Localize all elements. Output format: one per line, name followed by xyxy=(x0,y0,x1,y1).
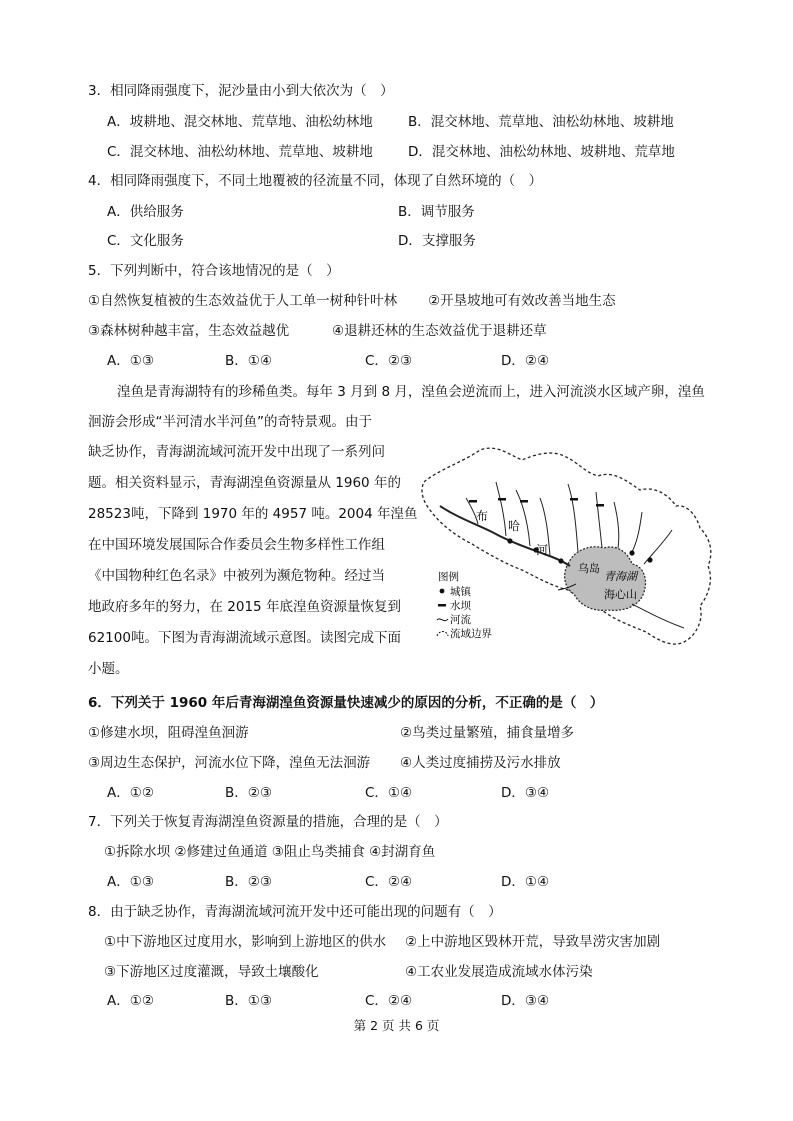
legend-town-symbol xyxy=(440,589,445,594)
dam xyxy=(498,498,506,501)
passage-line-9: 62100吨。下图为青海湖流域示意图。读图完成下面 xyxy=(88,630,401,646)
tributary xyxy=(568,484,578,552)
q6-statement-2: ②鸟类过量繁殖，捕食量增多 xyxy=(400,725,575,741)
qinghai-lake-basin-map xyxy=(418,440,720,652)
river-char-2: 哈 xyxy=(508,519,521,533)
river-char-1: 布 xyxy=(476,509,489,523)
page-footer: 第 2 页 共 6 页 xyxy=(353,1018,440,1033)
legend-dam-symbol xyxy=(438,604,446,607)
q4-stem: 4．相同降雨强度下，不同土地覆被的径流量不同，体现了自然环境的（ ） xyxy=(88,173,543,189)
legend-town: 城镇 xyxy=(450,586,471,598)
passage-line-6: 在中国环境发展国际合作委员会生物多样性工作组 xyxy=(88,537,385,553)
passage-line-3: 缺乏协作，青海湖流域河流开发中出现了一系列问 xyxy=(88,444,385,460)
q3-option-a: A．坡耕地、混交林地、荒草地、油松幼林地 xyxy=(107,114,373,130)
passage-line-1: 湟鱼是青海湖特有的珍稀鱼类。每年 3 月到 8 月，湟鱼会逆流而上，进入河流淡水区域产卵，湟鱼 xyxy=(117,384,705,400)
q6-option-a: A．①② xyxy=(107,785,154,801)
town xyxy=(629,550,634,555)
q3-option-c: C．混交林地、油松幼林地、荒草地、坡耕地 xyxy=(107,144,373,160)
q8-statement-3: ③下游地区过度灌溉，导致土壤酸化 xyxy=(104,964,319,980)
dam xyxy=(469,500,477,503)
q5-option-d: D．②④ xyxy=(501,353,550,369)
dam xyxy=(570,498,578,501)
q5-statement-4: ④退耕还林的生态效益优于退耕还草 xyxy=(332,323,547,339)
town xyxy=(558,558,563,563)
passage-line-5: 28523吨，下降到 1970 年的 4957 吨。2004 年湟鱼 xyxy=(88,506,418,522)
q6-option-c: C．①④ xyxy=(365,785,413,801)
q8-option-d: D．③④ xyxy=(501,993,550,1009)
legend-boundary: 流域边界 xyxy=(450,628,492,640)
passage-line-4: 题。相关资料显示，青海湖湟鱼资源量从 1960 年的 xyxy=(88,475,401,491)
legend-title: 图例 xyxy=(438,571,459,583)
q3-option-d: D．混交林地、油松幼林地、坡耕地、荒草地 xyxy=(408,144,675,160)
dam xyxy=(520,500,528,503)
q8-statement-1: ①中下游地区过度用水，影响到上游地区的供水 xyxy=(104,934,387,950)
q6-option-b: B．②③ xyxy=(225,785,272,801)
town xyxy=(647,557,652,562)
legend-river-symbol xyxy=(437,619,448,621)
tributary xyxy=(496,482,506,536)
q4-option-c: C．文化服务 xyxy=(107,233,184,249)
lake-label: 青海湖 xyxy=(604,570,637,583)
tributary xyxy=(596,492,602,548)
q3-option-b: B．混交林地、荒草地、油松幼林地、坡耕地 xyxy=(408,114,674,130)
buha-river xyxy=(440,506,570,566)
q8-statement-2: ②上中游地区毁林开荒，导致旱涝灾害加剧 xyxy=(405,934,661,950)
q6-stem: 6．下列关于 1960 年后青海湖湟鱼资源量快速减少的原因的分析，不正确的是（ ） xyxy=(88,695,604,711)
q5-option-b: B．①④ xyxy=(225,353,272,369)
q7-stem: 7．下列关于恢复青海湖湟鱼资源量的措施，合理的是（ ） xyxy=(88,814,448,830)
q8-stem: 8．由于缺乏协作，青海湖流域河流开发中还可能出现的问题有（ ） xyxy=(88,904,502,920)
mountain-label: 海心山 xyxy=(604,588,637,601)
q8-option-b: B．①③ xyxy=(225,993,272,1009)
q5-stem: 5．下列判断中，符合该地情况的是（ ） xyxy=(88,263,340,279)
tributary xyxy=(632,512,642,552)
tributary xyxy=(632,604,684,628)
q8-option-c: C．②④ xyxy=(365,993,413,1009)
q5-statement-3: ③森林树种越丰富，生态效益越优 xyxy=(88,323,290,339)
q5-option-c: C．②③ xyxy=(365,353,413,369)
q5-option-a: A．①③ xyxy=(107,353,154,369)
river-char-3: 河 xyxy=(536,543,549,557)
passage-line-2: 洄游会形成“半河清水半河鱼”的奇特景观。由于 xyxy=(88,414,372,430)
town xyxy=(507,538,512,543)
q3-stem: 3．相同降雨强度下，泥沙量由小到大依次为（ ） xyxy=(88,83,394,99)
q6-statement-1: ①修建水坝，阻碍湟鱼洄游 xyxy=(88,725,249,741)
q7-option-c: C．②④ xyxy=(365,874,413,890)
passage-line-10: 小题。 xyxy=(88,661,129,677)
q5-statement-1: ①自然恢复植被的生态效益优于人工单一树种针叶林 xyxy=(88,293,398,309)
q4-option-a: A．供给服务 xyxy=(107,204,184,220)
q6-statement-4: ④人类过度捕捞及污水排放 xyxy=(400,755,561,771)
legend-dam: 水坝 xyxy=(450,600,471,612)
passage-line-8: 地政府多年的努力，在 2015 年底湟鱼资源量恢复到 xyxy=(88,599,401,615)
q4-option-b: B．调节服务 xyxy=(398,204,475,220)
q7-option-a: A．①③ xyxy=(107,874,154,890)
q8-statement-4: ④工农业发展造成流域水体污染 xyxy=(405,964,593,980)
q4-option-d: D．支撑服务 xyxy=(398,233,476,249)
q7-statements: ①拆除水坝 ②修建过鱼通道 ③阻止鸟类捕食 ④封湖育鱼 xyxy=(104,844,436,860)
dam xyxy=(596,504,604,507)
q8-option-a: A．①② xyxy=(107,993,154,1009)
q7-option-d: D．①④ xyxy=(501,874,550,890)
q5-statement-2: ②开垦坡地可有效改善当地生态 xyxy=(428,293,616,309)
passage-line-7: 《中国物种红色名录》中被列为濒危物种。经过当 xyxy=(88,568,385,584)
q6-option-d: D．③④ xyxy=(501,785,550,801)
tributary xyxy=(516,490,530,546)
legend-boundary-symbol xyxy=(437,632,448,637)
legend-river: 河流 xyxy=(450,614,471,626)
island-label: 乌岛 xyxy=(578,562,600,575)
q6-statement-3: ③周边生态保护，河流水位下降，湟鱼无法洄游 xyxy=(88,755,371,771)
tributary xyxy=(614,502,619,548)
q7-option-b: B．②③ xyxy=(225,874,272,890)
